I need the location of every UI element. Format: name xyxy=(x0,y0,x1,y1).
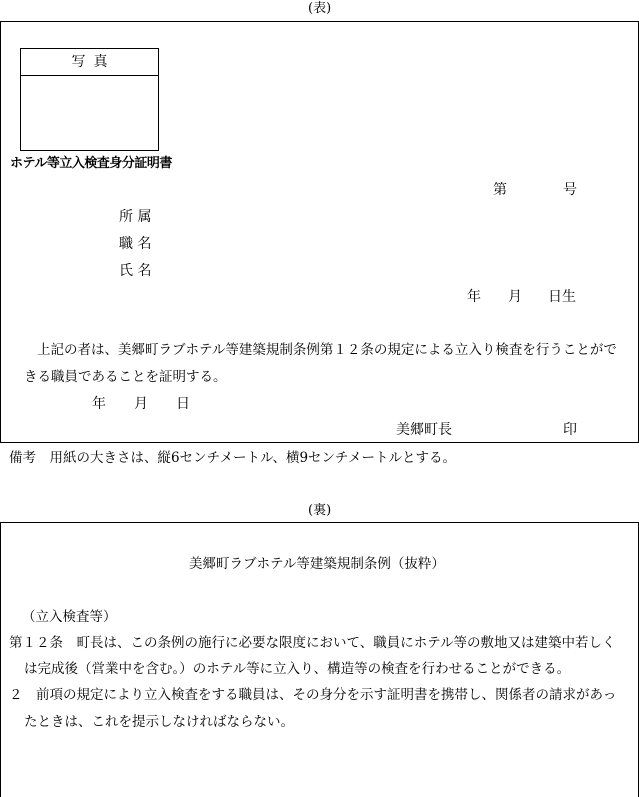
paragraph-2-line-1: ２ 前項の規定により立入検査をする職員は、その身分を示す証明書を携帯し、関係者の請求があっ xyxy=(9,687,617,703)
article-line-2: は完成後（営業中を含む。）のホテル等に立入り、構造等の検査を行わせることができる。 xyxy=(24,661,571,677)
statement-line-2: きる職員であることを証明する。 xyxy=(24,369,227,385)
position-label: 職 名 xyxy=(119,236,152,252)
remark: 備考 用紙の大きさは、縦6センチメートル、横9センチメートルとする。 xyxy=(9,450,457,466)
issuer: 美郷町長 xyxy=(396,422,452,438)
birth-year: 年 xyxy=(467,289,481,305)
section-heading: （立入検査等） xyxy=(22,609,117,625)
seal-mark: 印 xyxy=(563,422,577,438)
birth-day: 日生 xyxy=(548,289,576,305)
number-dai: 第 xyxy=(493,182,507,198)
date-month: 月 xyxy=(134,396,148,412)
photo-box xyxy=(20,48,159,151)
paragraph-2-line-2: たときは、これを提示しなければならない。 xyxy=(24,714,294,730)
number-go: 号 xyxy=(563,182,577,198)
birth-month: 月 xyxy=(508,289,522,305)
document-title: ホテル等立入検査身分証明書 xyxy=(10,156,172,171)
back-title: 美郷町ラブホテル等建築規制条例（抜粋） xyxy=(189,556,445,572)
back-side-label: (裏) xyxy=(308,503,332,518)
name-label: 氏 名 xyxy=(119,263,152,279)
date-year: 年 xyxy=(92,396,106,412)
article-line-1: 第１２条 町長は、この条例の施行に必要な限度において、職員にホテル等の敷地又は建築中若しく xyxy=(9,635,616,651)
statement-line-1: 上記の者は、美郷町ラブホテル等建築規制条例第１２条の規定による立入り検査を行うことがで xyxy=(37,342,617,358)
photo-label: 写真 xyxy=(21,49,158,76)
affiliation-label: 所 属 xyxy=(119,209,152,225)
date-day: 日 xyxy=(176,396,190,412)
front-side-label: (表) xyxy=(308,1,332,16)
